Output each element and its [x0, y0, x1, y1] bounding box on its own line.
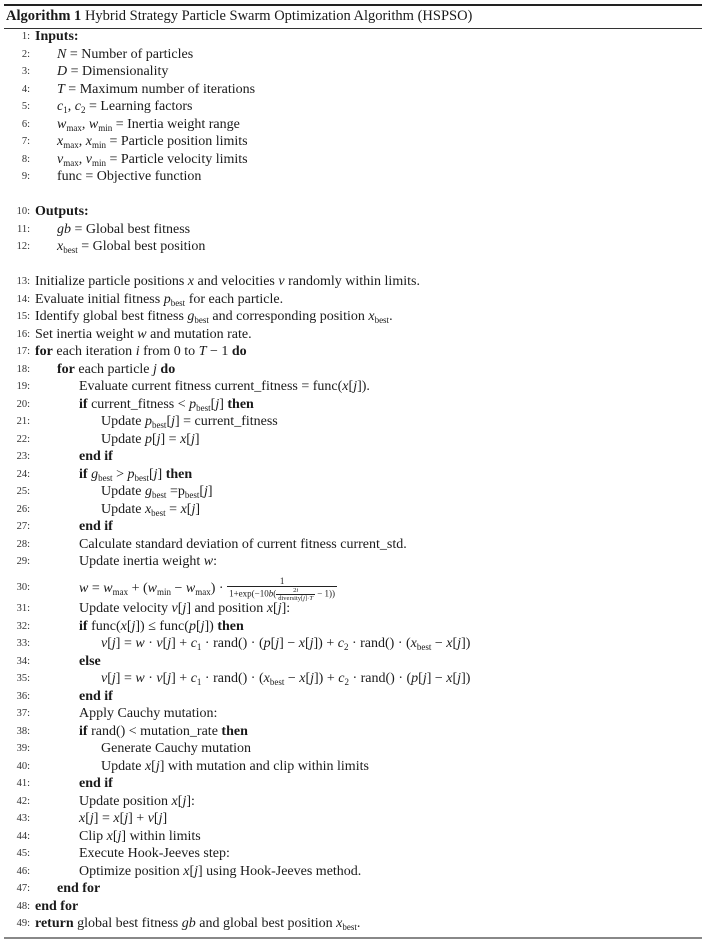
line-text: Clip x[j] within limits	[79, 828, 201, 844]
line-number: 14:	[16, 293, 30, 305]
line-number: 21:	[16, 416, 30, 427]
line-number: 32:	[16, 620, 30, 632]
line-text: for each particle j do	[57, 361, 176, 377]
line-text: Execute Hook-Jeeves step:	[79, 846, 230, 861]
line-number: 23:	[16, 451, 30, 462]
line-number: 36:	[16, 690, 30, 702]
line-text: Update position x[j]:	[79, 793, 195, 809]
line-number: 45:	[16, 848, 30, 859]
line-text: Update $x_{best} = x[j]$	[101, 501, 201, 518]
line-number: 48:	[16, 900, 30, 912]
line-number: 26:	[16, 503, 30, 515]
line-number: 42:	[16, 795, 30, 807]
line-number: 4:	[21, 83, 30, 95]
line-text: if current_fitness < $p_{best}[j]$ then	[79, 396, 254, 413]
line-text: $x_{best}$ = Global best position	[57, 239, 206, 255]
caption-title: Hybrid Strategy Particle Swarm Optimization Algorithm (HSPSO)	[84, 8, 473, 24]
line-number: 19:	[16, 381, 30, 392]
caption-rule	[4, 28, 702, 29]
line-number: 40:	[16, 760, 30, 772]
line-text: end for	[57, 881, 101, 896]
line-number: 33:	[16, 638, 30, 649]
line-text: Update $p_{best}[j]$ = current_fitness	[101, 414, 278, 430]
line-number: 47:	[16, 883, 30, 894]
line-number: 24:	[16, 468, 30, 480]
line-number: 35:	[16, 673, 30, 684]
line-number: 18:	[16, 363, 30, 375]
line-number: 49:	[16, 918, 30, 929]
line-number: 46:	[16, 865, 30, 877]
outputs-heading: Outputs:	[35, 204, 89, 219]
velocity-update-formula: $v[j] = w \cdot v[j] + c_1$ · rand() · $(x_{best} - x[j]) + c_2$ · rand() · (p[j] − x[j])	[101, 671, 471, 687]
line-text: $w_{max}$, $w_{min}$ = Inertia weight range	[57, 116, 240, 133]
line-number: 37:	[16, 708, 30, 719]
line-text: Update inertia weight w:	[79, 554, 218, 569]
line-number: 43:	[16, 813, 30, 824]
caption-label: Algorithm 1	[6, 8, 82, 24]
line-text: end if	[79, 688, 113, 704]
line-text: $v_{max}$, $v_{min}$ = Particle velocity limits	[57, 151, 248, 168]
line-text: Generate Cauchy mutation	[101, 741, 252, 756]
bottom-rule	[4, 937, 702, 939]
line-number: 9:	[21, 171, 30, 182]
line-text: Set inertia weight w and mutation rate.	[35, 326, 252, 342]
line-text: Initialize particle positions x and velocities v randomly within limits.	[35, 274, 420, 289]
line-number: 31:	[16, 603, 30, 614]
line-number: 30:	[16, 582, 30, 593]
velocity-update-formula: $v[j] = w \cdot v[j] + c_1$ · rand() · $(p[j] - x[j]) + c_2$ · rand() · $(x_{best} - x[j])$	[101, 636, 471, 652]
line-text: end for	[35, 898, 79, 914]
line-number: 28:	[16, 538, 30, 550]
line-text: end if	[79, 776, 113, 791]
inputs-heading: Inputs:	[35, 29, 79, 44]
line-number: 25:	[16, 486, 30, 497]
line-text: N = Number of particles	[57, 46, 194, 62]
line-text: if $g_{best} > p_{best}[j]$ then	[79, 466, 193, 483]
line-text: T = Maximum number of iterations	[57, 81, 256, 97]
line-text: Update p[j] = x[j]	[101, 431, 200, 447]
line-number: 10:	[16, 206, 30, 217]
line-text: else	[79, 653, 101, 669]
line-number: 27:	[16, 521, 30, 532]
line-number: 6:	[21, 118, 30, 130]
line-number: 11:	[16, 223, 30, 235]
line-number: 1:	[21, 31, 30, 42]
line-text: func = Objective function	[57, 169, 202, 184]
line-number: 7:	[21, 136, 30, 147]
line-number: 20:	[16, 398, 30, 410]
line-text: D = Dimensionality	[57, 64, 169, 79]
inertia-weight-formula: $w = w_{max} + (w_{min} - w_{max})$ · 1 1+exp(−10b( $\frac{2i}{\text{diversity[j]·T}}$ − 1))	[79, 576, 336, 602]
line-text: if func(x[j]) ≤ func(p[j]) then	[79, 618, 244, 634]
line-number: 3:	[21, 66, 30, 77]
line-number: 13:	[16, 276, 30, 287]
top-rule	[4, 4, 702, 6]
line-text: Evaluate initial fitness $p_{best}$ for each particle.	[35, 291, 284, 308]
line-text: x[j] = x[j] + v[j]	[79, 811, 168, 826]
line-text: Update velocity v[j] and position x[j]:	[79, 601, 291, 616]
line-text: Calculate standard deviation of current fitness current_std.	[79, 536, 407, 552]
line-number: 17:	[16, 346, 30, 357]
line-number: 29:	[16, 556, 30, 567]
line-number: 39:	[16, 743, 30, 754]
line-text: Identify global best fitness $g_{best}$ and corresponding position $x_{best}$.	[35, 309, 393, 325]
algorithm-caption	[6, 8, 472, 25]
line-number: 15:	[16, 311, 30, 322]
line-number: 2:	[21, 48, 30, 60]
line-text: Evaluate current fitness current_fitness = func(x[j]).	[79, 379, 370, 394]
line-number: 44:	[16, 830, 30, 842]
line-number: 41:	[16, 778, 30, 789]
line-text: $x_{max}$, $x_{min}$ = Particle position limits	[57, 134, 248, 150]
line-text: end if	[79, 449, 113, 464]
line-text: Update x[j] with mutation and clip within limits	[101, 758, 369, 774]
line-text: Optimize position x[j] using Hook-Jeeves method.	[79, 863, 362, 879]
line-number: 8:	[21, 153, 30, 165]
line-number: 34:	[16, 655, 30, 667]
line-text: $c_1$, $c_2$ = Learning factors	[57, 99, 193, 115]
line-number: 12:	[16, 241, 30, 252]
line-number: 38:	[16, 725, 30, 737]
line-text: gb = Global best fitness	[57, 221, 191, 237]
line-number: 5:	[21, 101, 30, 112]
line-number: 16:	[16, 328, 30, 340]
line-number: 22:	[16, 433, 30, 445]
line-text: for each iteration i from 0 to T − 1 do	[35, 344, 247, 359]
line-text: Update $g_{best} =p_{best}[j]$	[101, 484, 213, 500]
line-text: Apply Cauchy mutation:	[79, 706, 218, 721]
line-text: if rand() < mutation_rate then	[79, 723, 248, 739]
line-text: end if	[79, 519, 113, 534]
line-text: return global best fitness gb and global best position $x_{best}$.	[35, 916, 361, 932]
